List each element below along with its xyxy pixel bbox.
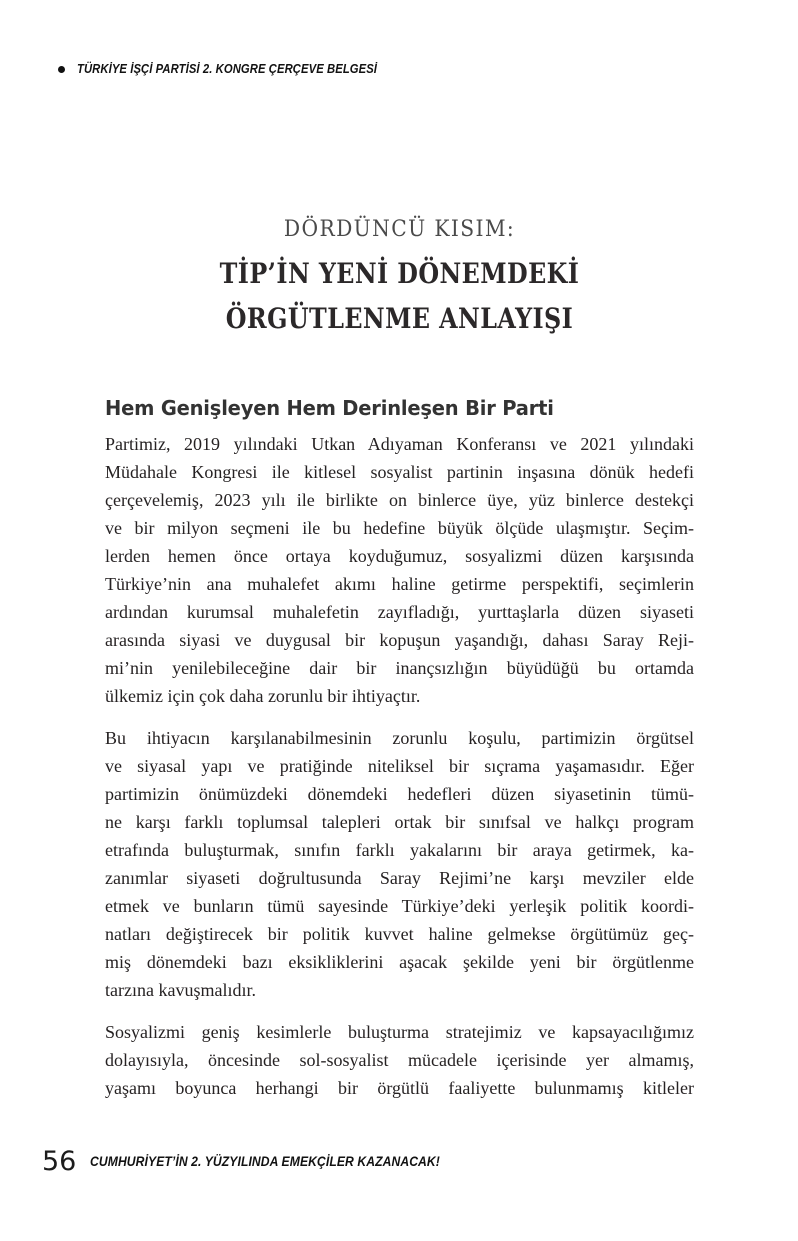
paragraph-line: ve siyasal yapı ve pratiğinde niteliksel bir sıçrama yaşamasıdır. Eğer bbox=[105, 756, 694, 776]
subsection-heading: Hem Genişleyen Hem Derinleşen Bir Parti bbox=[105, 396, 554, 420]
section-title-line-2: ÖRGÜTLENME ANLAYIŞI bbox=[225, 302, 574, 335]
section-title bbox=[149, 251, 650, 341]
paragraph-line: etrafında buluşturmak, sınıfın farklı yakalarını bir araya getirmek, ka- bbox=[105, 840, 694, 860]
section-kicker: DÖRDÜNCÜ KISIM: bbox=[283, 217, 516, 242]
bullet-icon bbox=[58, 66, 65, 73]
paragraph-line: çerçevelemiş, 2023 yılı ile birlikte on binlerce üye, yüz binlerce destekçi bbox=[105, 490, 694, 510]
paragraph-line: ardından kurumsal muhalefetin zayıfladığı, yurttaşlarla düzen siyaseti bbox=[105, 602, 694, 622]
paragraph-line: ve bir milyon seçmeni ile bu hedefine büyük ölçüde ulaşmıştır. Seçim- bbox=[105, 518, 694, 538]
paragraph-line: dolayısıyla, öncesinde sol-sosyalist mücadele içerisinde yer almamış, bbox=[105, 1050, 694, 1070]
running-header bbox=[58, 62, 410, 76]
paragraph-line: yaşamı boyunca herhangi bir örgütlü faaliyette bulunmamış kitleler bbox=[105, 1078, 694, 1098]
paragraph-line: tarzına kavuşmalıdır. bbox=[105, 980, 256, 1000]
paragraph-2 bbox=[105, 724, 694, 1004]
section-title-line-1: TİP’İN YENİ DÖNEMDEKİ bbox=[219, 257, 580, 290]
paragraph-line: miş dönemdeki bazı eksikliklerini aşacak şekilde yeni bir örgütlenme bbox=[105, 952, 694, 972]
paragraph-line: Sosyalizmi geniş kesimlerle buluşturma stratejimiz ve kapsayacılığımız bbox=[105, 1022, 694, 1042]
paragraph-line: natları değiştirecek bir politik kuvvet haline gelmekse örgütümüz geç- bbox=[105, 924, 694, 944]
paragraph-line: partimizin önümüzdeki dönemdeki hedefleri düzen siyasetinin tümü- bbox=[105, 784, 694, 804]
paragraph-line: Türkiye’nin ana muhalefet akımı haline getirme perspektifi, seçimlerin bbox=[105, 574, 694, 594]
paragraph-line: Partimiz, 2019 yılındaki Utkan Adıyaman Konferansı ve 2021 yılındaki bbox=[105, 434, 694, 454]
paragraph-line: arasında siyasi ve duygusal bir kopuşun yaşandığı, dahası Saray Reji- bbox=[105, 630, 694, 650]
paragraph-line: ne karşı farklı toplumsal talepleri ortak bir sınıfsal ve halkçı program bbox=[105, 812, 694, 832]
paragraph-line: etmek ve bunların tümü sayesinde Türkiye’deki yerleşik politik koordi- bbox=[105, 896, 694, 916]
paragraph-line: zanımlar siyaseti doğrultusunda Saray Rejimi’ne karşı mevziler elde bbox=[105, 868, 694, 888]
paragraph-line: Müdahale Kongresi ile kitlesel sosyalist partinin inşasına dönük hedefi bbox=[105, 462, 694, 482]
paragraph-line: lerden hemen önce ortaya koyduğumuz, sosyalizmi düzen karşısında bbox=[105, 546, 694, 566]
body-text bbox=[105, 430, 694, 1102]
paragraph-1 bbox=[105, 430, 694, 710]
running-footer bbox=[42, 1148, 479, 1175]
running-header-title: TÜRKİYE İŞÇİ PARTİSİ 2. KONGRE ÇERÇEVE BELGESİ bbox=[77, 62, 378, 76]
paragraph-line: ülkemiz için çok daha zorunlu bir ihtiyaçtır. bbox=[105, 686, 421, 706]
footer-slogan: CUMHURİYET’İN 2. YÜZYILINDA EMEKÇİLER KAZANACAK! bbox=[90, 1154, 441, 1169]
paragraph-3 bbox=[105, 1018, 694, 1102]
paragraph-line: mi’nin yenilebileceğine dair bir inançsızlığın büyüdüğü bu ortamda bbox=[105, 658, 694, 678]
paragraph-line: Bu ihtiyacın karşılanabilmesinin zorunlu koşulu, partimizin örgütsel bbox=[105, 728, 694, 748]
page-number: 56 bbox=[42, 1146, 77, 1177]
